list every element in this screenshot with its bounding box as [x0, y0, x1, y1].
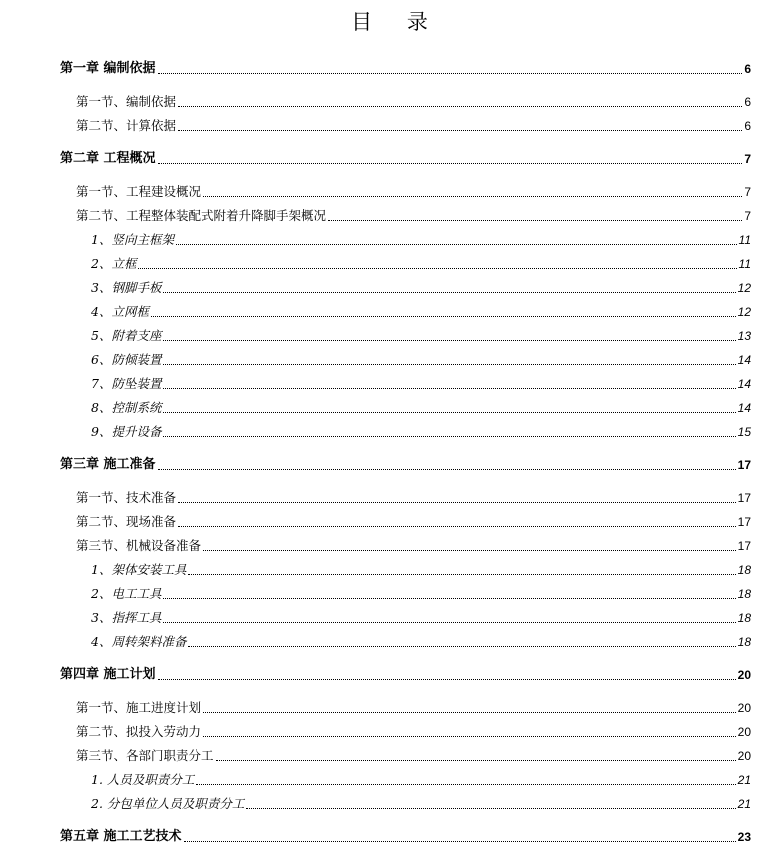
- toc-page-number: 6: [744, 95, 751, 109]
- toc-entry-label: 2. 分包单位人员及职责分工: [91, 796, 245, 811]
- toc-page-number: 7: [744, 209, 751, 223]
- toc-entry-label: 第二节、拟投入劳动力: [76, 724, 202, 739]
- dot-leader: [178, 502, 736, 503]
- toc-subsection-entry[interactable]: [91, 300, 751, 320]
- toc-section-entry[interactable]: [76, 696, 751, 716]
- toc-entry-label: 4、立网框: [91, 304, 149, 319]
- dot-leader: [216, 760, 736, 761]
- toc-entry-label: 第一节、施工进度计划: [76, 700, 202, 715]
- dot-leader: [246, 808, 735, 809]
- toc-page-number: 20: [737, 668, 751, 682]
- toc-entry-label: 第三章 施工准备: [60, 457, 156, 472]
- toc-entry-label: 第四章 施工计划: [60, 667, 156, 682]
- toc-subsection-entry[interactable]: [91, 348, 751, 368]
- toc-subsection-entry[interactable]: [91, 768, 751, 788]
- toc-entry-label: 9、提升设备: [91, 424, 162, 439]
- dot-leader: [151, 316, 736, 317]
- toc-entry-label: 第一节、编制依据: [76, 94, 177, 109]
- toc-chapter-entry[interactable]: [60, 663, 751, 683]
- dot-leader: [158, 73, 743, 74]
- toc-entry-label: 1、架体安装工具: [91, 562, 187, 577]
- toc-page-number: 18: [737, 563, 751, 577]
- toc-page-number: 13: [737, 329, 751, 343]
- toc-subsection-entry[interactable]: [91, 252, 751, 272]
- toc-page-number: 18: [737, 635, 751, 649]
- toc-page-number: 20: [737, 749, 751, 763]
- toc-entry-label: 第二节、计算依据: [76, 118, 177, 133]
- dot-leader: [158, 163, 743, 164]
- toc-entry-label: 5、附着支座: [91, 328, 162, 343]
- toc-section-entry[interactable]: [76, 744, 751, 764]
- dot-leader: [158, 679, 736, 680]
- dot-leader: [158, 469, 736, 470]
- toc-entry-label: 4、周转架料准备: [91, 634, 187, 649]
- toc-entry-label: 3、指挥工具: [91, 610, 162, 625]
- toc-entry-label: 第二章 工程概况: [60, 151, 156, 166]
- toc-entry-label: 7、防坠装置: [91, 376, 162, 391]
- toc-entry-label: 第二节、工程整体装配式附着升降脚手架概况: [76, 208, 327, 223]
- dot-leader: [196, 784, 735, 785]
- toc-section-entry[interactable]: [76, 180, 751, 200]
- dot-leader: [188, 646, 735, 647]
- toc-page-number: 12: [737, 305, 751, 319]
- toc-subsection-entry[interactable]: [91, 630, 751, 650]
- toc-page-number: 11: [738, 257, 751, 271]
- toc-section-entry[interactable]: [76, 534, 751, 554]
- toc-subsection-entry[interactable]: [91, 372, 751, 392]
- dot-leader: [138, 268, 736, 269]
- toc-page-number: 23: [737, 830, 751, 844]
- toc-entry-label: 2、电工工具: [91, 586, 162, 601]
- toc-page-number: 21: [737, 773, 751, 787]
- toc-section-entry[interactable]: [76, 90, 751, 110]
- toc-entry-label: 3、钢脚手板: [91, 280, 162, 295]
- toc-section-entry[interactable]: [76, 720, 751, 740]
- dot-leader: [163, 364, 735, 365]
- dot-leader: [178, 106, 742, 107]
- dot-leader: [163, 622, 735, 623]
- toc-page-number: 17: [737, 515, 751, 529]
- toc-page-number: 7: [744, 185, 751, 199]
- toc-page-number: 15: [737, 425, 751, 439]
- toc-entry-label: 第三节、机械设备准备: [76, 538, 202, 553]
- dot-leader: [163, 598, 735, 599]
- toc-page-number: 20: [737, 725, 751, 739]
- page-title: 目 录: [351, 10, 442, 34]
- toc-entry-label: 2、立框: [91, 256, 137, 271]
- dot-leader: [178, 130, 742, 131]
- dot-leader: [203, 736, 736, 737]
- toc-subsection-entry[interactable]: [91, 396, 751, 416]
- toc-chapter-entry[interactable]: [60, 825, 751, 845]
- dot-leader: [203, 196, 742, 197]
- toc-chapter-entry[interactable]: [60, 57, 751, 77]
- toc-section-entry[interactable]: [76, 204, 751, 224]
- toc-subsection-entry[interactable]: [91, 792, 751, 812]
- toc-page-number: 18: [737, 611, 751, 625]
- toc-page-number: 17: [737, 491, 751, 505]
- toc-entry-label: 8、控制系统: [91, 400, 162, 415]
- dot-leader: [203, 550, 736, 551]
- toc-page-number: 12: [737, 281, 751, 295]
- toc-entry-label: 6、防倾装置: [91, 352, 162, 367]
- toc-entry-label: 第二节、现场准备: [76, 514, 177, 529]
- toc-entry-label: 1、竖向主框架: [91, 232, 174, 247]
- toc-section-entry[interactable]: [76, 486, 751, 506]
- dot-leader: [178, 526, 736, 527]
- dot-leader: [163, 436, 735, 437]
- toc-subsection-entry[interactable]: [91, 558, 751, 578]
- toc-subsection-entry[interactable]: [91, 324, 751, 344]
- dot-leader: [163, 292, 735, 293]
- toc-subsection-entry[interactable]: [91, 582, 751, 602]
- dot-leader: [203, 712, 736, 713]
- dot-leader: [188, 574, 735, 575]
- toc-chapter-entry[interactable]: [60, 147, 751, 167]
- toc-chapter-entry[interactable]: [60, 453, 751, 473]
- toc-entry-label: 第一章 编制依据: [60, 61, 156, 76]
- toc-entry-label: 第一节、技术准备: [76, 490, 177, 505]
- dot-leader: [163, 388, 735, 389]
- toc-subsection-entry[interactable]: [91, 276, 751, 296]
- dot-leader: [184, 841, 736, 842]
- dot-leader: [176, 244, 737, 245]
- toc-page-number: 17: [737, 539, 751, 553]
- toc-entry-label: 第五章 施工工艺技术: [60, 829, 182, 844]
- toc-subsection-entry[interactable]: [91, 606, 751, 626]
- toc-page-number: 21: [737, 797, 751, 811]
- toc-entry-label: 第三节、各部门职责分工: [76, 748, 214, 763]
- toc-page-number: 20: [737, 701, 751, 715]
- toc-section-entry[interactable]: [76, 114, 751, 134]
- toc-page-number: 17: [737, 458, 751, 472]
- dot-leader: [163, 412, 735, 413]
- toc-page-number: 6: [744, 119, 751, 133]
- toc-entry-label: 第一节、工程建设概况: [76, 184, 202, 199]
- toc-subsection-entry[interactable]: [91, 420, 751, 440]
- dot-leader: [163, 340, 735, 341]
- toc-page-number: 14: [737, 377, 751, 391]
- toc-subsection-entry[interactable]: [91, 228, 751, 248]
- toc-entry-label: 1. 人员及职责分工: [91, 772, 195, 787]
- toc-page-number: 11: [738, 233, 751, 247]
- toc-section-entry[interactable]: [76, 510, 751, 530]
- toc-page-number: 14: [737, 353, 751, 367]
- dot-leader: [328, 220, 742, 221]
- toc-page-number: 14: [737, 401, 751, 415]
- toc-page-number: 7: [744, 152, 751, 166]
- toc-page-number: 18: [737, 587, 751, 601]
- toc-page-number: 6: [744, 62, 751, 76]
